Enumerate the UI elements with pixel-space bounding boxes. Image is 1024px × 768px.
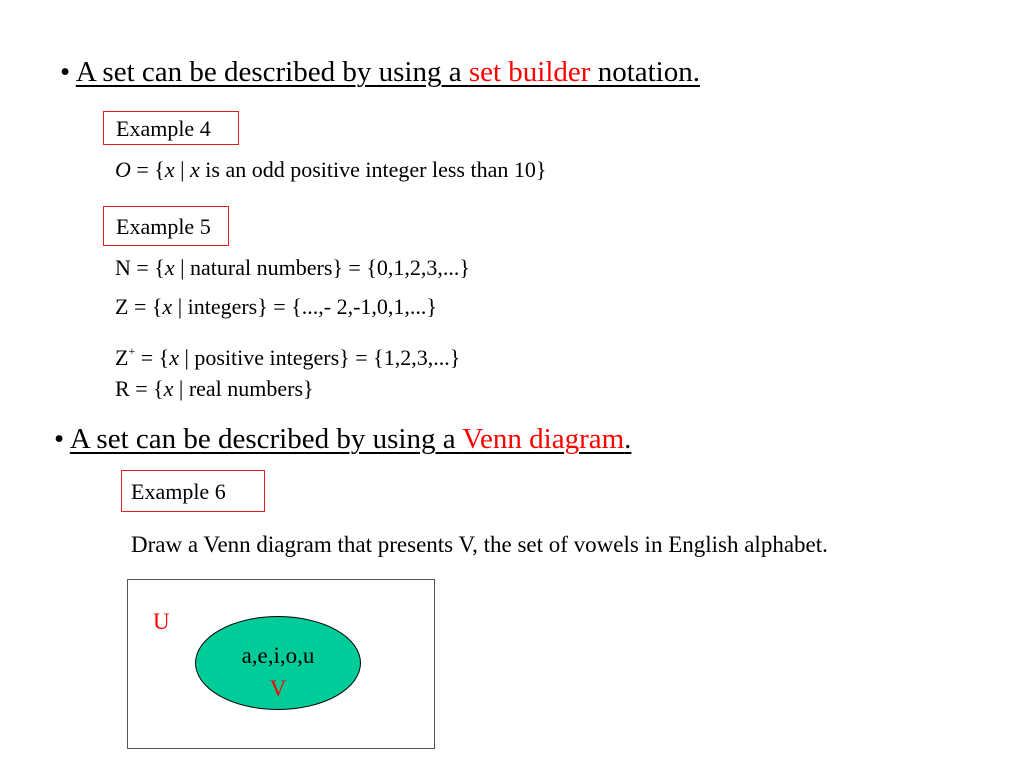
bullet-set-builder [60,55,700,89]
example-4-label [103,111,239,145]
set-name: Z [115,294,129,319]
example-6-text: Example 6 [131,479,226,504]
heading-text [76,56,700,88]
example-4-text: Example 4 [116,116,211,141]
heading-text [70,423,632,455]
venn-diagram-term: Venn diagram [462,423,625,455]
formula-positive-integers [115,338,460,371]
bullet-icon: • [60,56,71,88]
formula-real-numbers [115,376,314,402]
equals-brace: = { [129,376,164,401]
formula-rest: | real numbers} [173,376,314,401]
example-6-prompt: Draw a Venn diagram that presents V, the set of vowels in English alphabet. [131,532,828,557]
heading-text-after: . [624,423,632,455]
var-x: x [163,376,174,401]
example-4-formula [115,157,546,183]
condition: is an odd positive integer less than 10} [199,157,547,182]
equals-brace: = { [128,294,163,319]
set-name: R [115,376,130,401]
set-name: Z [115,345,129,370]
formula-rest: | natural numbers} = {0,1,2,3,...} [174,255,470,280]
formula-integers [115,294,437,320]
var-x: x [164,157,175,182]
equals-brace: = { [135,345,170,370]
example-6-label [121,470,265,512]
var-x: x [190,157,200,182]
var-x: x [162,294,173,319]
superscript-plus: + [128,344,136,358]
set-elements: a,e,i,o,u [241,643,315,668]
example-5-text: Example 5 [116,214,211,239]
bullet-icon: • [54,423,65,455]
equals-brace: = { [130,255,165,280]
formula-rest: | positive integers} = {1,2,3,...} [178,345,461,370]
formula-natural-numbers [115,255,470,281]
set-name: N [115,255,131,280]
var-x: x [164,255,175,280]
bar: | [174,157,191,182]
set-label-v: V [269,676,287,701]
set-name-O: O [115,157,131,182]
heading-text-before: A set can be described by using a [69,423,463,455]
example-5-label [103,206,229,246]
universe-label: U [153,609,170,634]
var-x: x [169,345,179,370]
heading-text-after: notation. [590,56,700,88]
bullet-venn-diagram [54,422,631,456]
equals-brace: = { [130,157,165,182]
set-builder-term: set builder [468,56,591,88]
formula-rest: | integers} = {...,- 2,-1,0,1,...} [172,294,437,319]
heading-text-before: A set can be described by using a [75,56,469,88]
